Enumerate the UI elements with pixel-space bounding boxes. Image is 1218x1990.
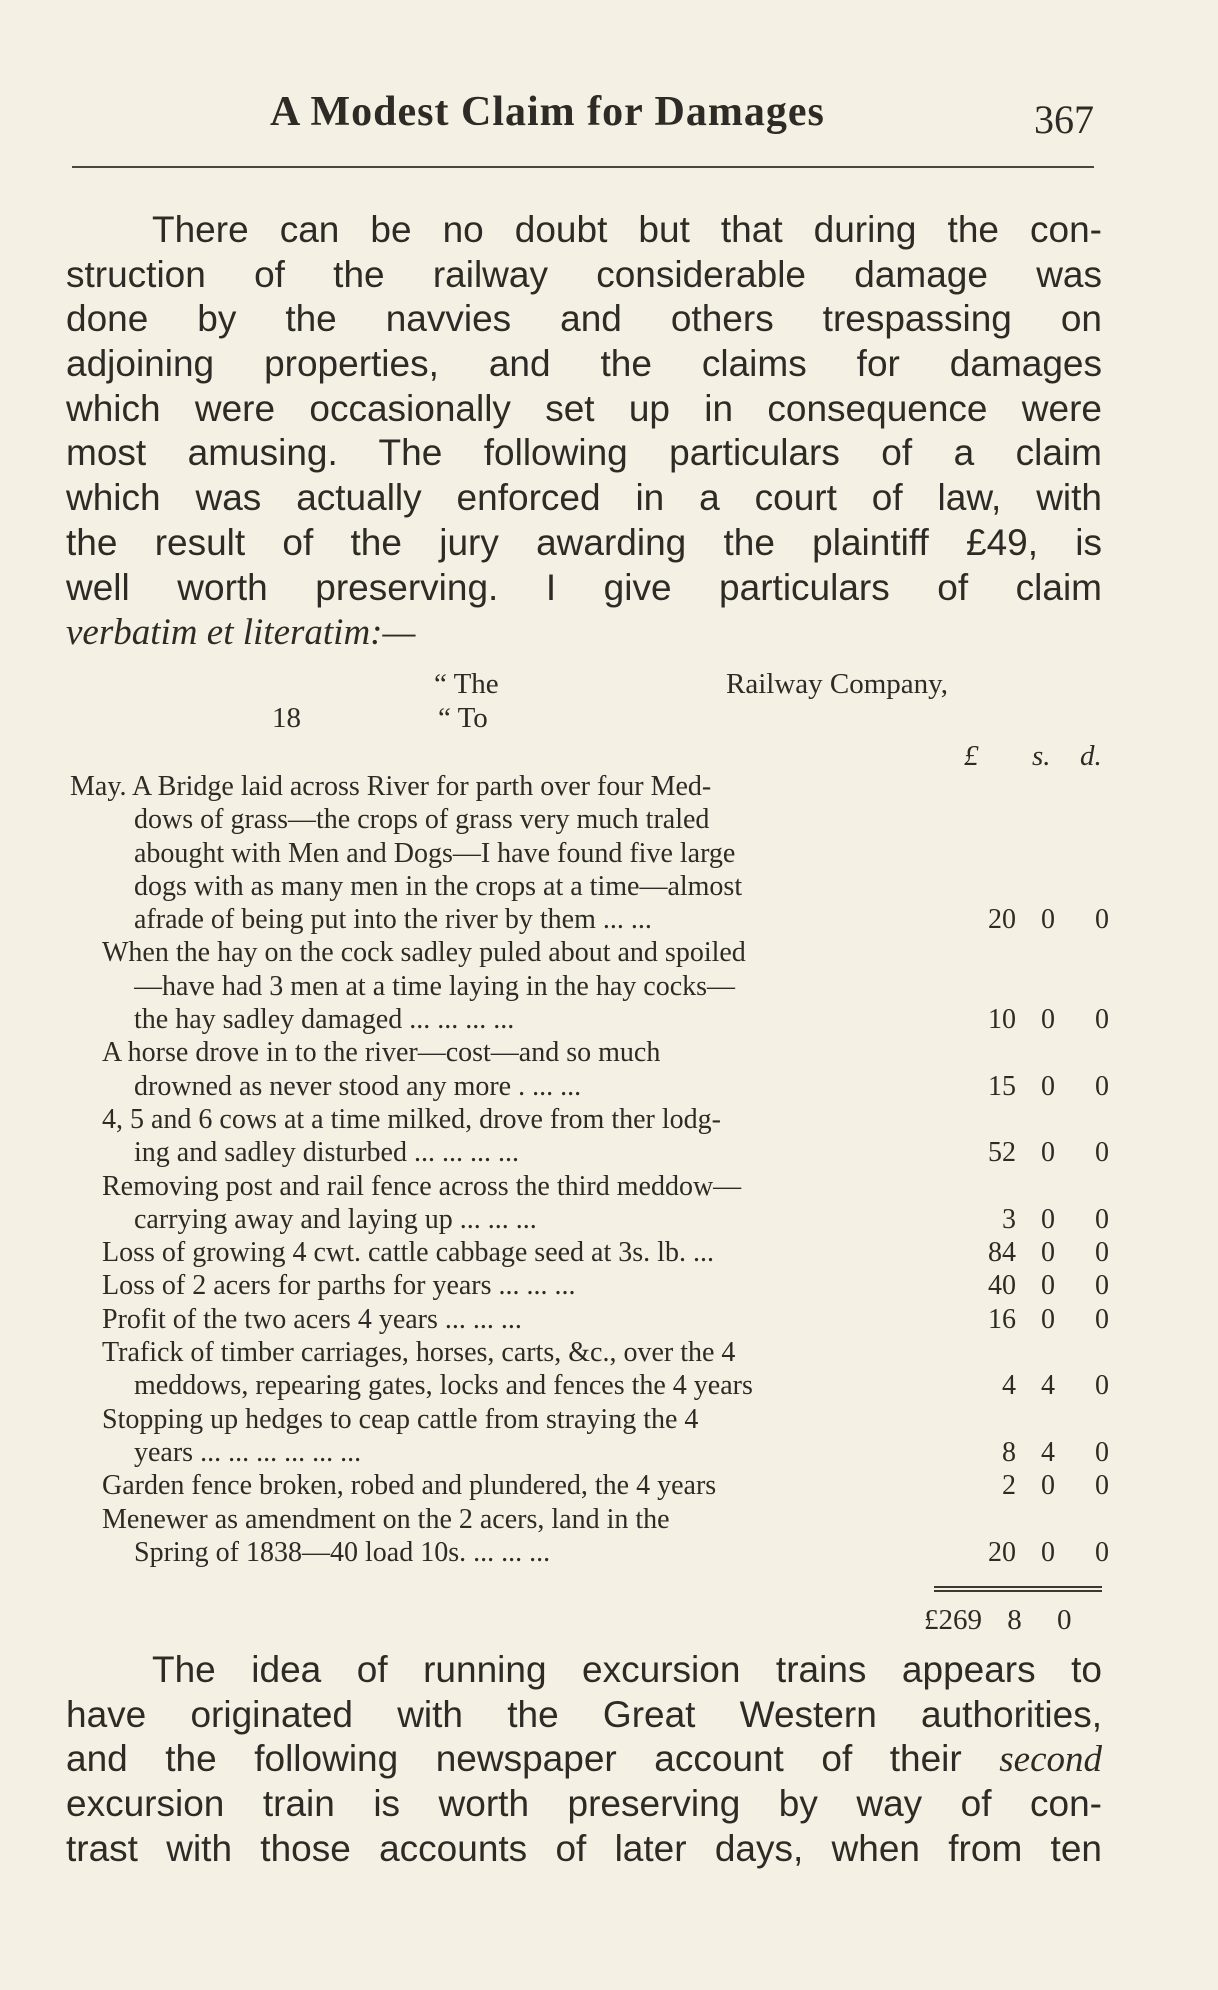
account-row (70, 1103, 1106, 1136)
total-rule-double (934, 1590, 1102, 1592)
amount-pence: 0 (1095, 1137, 1109, 1169)
account-row (70, 870, 1106, 903)
amount-pounds: 8 (1002, 1436, 1016, 1468)
amount-shillings: 4 (1041, 1370, 1055, 1402)
amount-pence: 0 (1095, 1370, 1109, 1402)
intro-line: done by the navvies and others trespassing on (66, 298, 1102, 340)
closing-line: trast with those accounts of later days, when from ten (66, 1827, 1102, 1869)
account-row-text: When the hay on the cock sadley puled about and spoiled (102, 937, 746, 969)
account-to: “ To (438, 702, 488, 734)
total-pounds: £269 (924, 1604, 982, 1636)
intro-line: struction of the railway considerable damage was (66, 253, 1102, 295)
amount-pounds: 84 (988, 1237, 1016, 1269)
account-row-text: 4, 5 and 6 cows at a time milked, drove from ther lodg- (102, 1103, 721, 1135)
amount-shillings: 0 (1041, 1137, 1055, 1169)
total-pence: 0 (1057, 1604, 1072, 1636)
account-row-text: Removing post and rail fence across the third meddow— (102, 1170, 742, 1202)
account-row (70, 1070, 1109, 1103)
amount-pounds: 10 (988, 1004, 1016, 1036)
closing-paragraph (66, 1648, 1102, 1871)
intro-paragraph (66, 208, 1102, 655)
amount-pence: 0 (1095, 1270, 1109, 1302)
amount-pence: 0 (1095, 1470, 1109, 1502)
amount-pence: 0 (1095, 1536, 1109, 1568)
amount-pounds: 16 (988, 1303, 1016, 1335)
account-row-text: May. A Bridge laid across River for parth over four Med- (70, 771, 712, 802)
account-row-text: abought with Men and Dogs—I have found five large (134, 837, 736, 869)
account-row (70, 1170, 1106, 1203)
account-row-text: dogs with as many men in the crops at a time—almost (134, 870, 743, 902)
amount-pence: 0 (1095, 1303, 1109, 1335)
closing-line: excursion train is worth preserving by way of con- (66, 1783, 1102, 1825)
amount-pounds: 2 (1002, 1470, 1016, 1502)
account-row-text: Stopping up hedges to ceap cattle from straying the 4 (102, 1403, 699, 1435)
account-row-text: years ... ... ... ... ... ... (134, 1436, 362, 1468)
account-row (70, 1536, 1109, 1569)
account-row-text: Trafick of timber carriages, horses, carts, &c., over the 4 (102, 1337, 736, 1369)
account-row (70, 837, 1106, 870)
header-rule (72, 166, 1094, 168)
account-row (70, 1503, 1106, 1536)
amount-pounds: 20 (988, 904, 1016, 936)
closing-line-text: and the following newspaper account of their (66, 1738, 962, 1780)
amount-shillings: 0 (1041, 1237, 1055, 1269)
amount-pence: 0 (1095, 1070, 1109, 1102)
amount-shillings: 0 (1041, 1470, 1055, 1502)
account-row-text: Spring of 1838—40 load 10s. ... ... ... (134, 1536, 551, 1568)
running-head-title: A Modest Claim for Damages (270, 89, 825, 135)
account-row-text: carrying away and laying up ... ... ... (134, 1203, 537, 1235)
intro-line: which were occasionally set up in consequence were (66, 387, 1102, 429)
account-row (70, 1236, 1109, 1269)
account-row-text: Garden fence broken, robed and plundered, the 4 years (102, 1470, 717, 1502)
amount-pence: 0 (1095, 1436, 1109, 1468)
claim-account (70, 770, 1109, 1569)
account-row-text: Profit of the two acers 4 years ... ... ... (102, 1303, 522, 1335)
amount-pounds: 40 (988, 1270, 1016, 1302)
account-row (70, 1403, 1106, 1436)
account-row-text: dows of grass—the crops of grass very much traled (134, 804, 710, 836)
account-row (70, 903, 1109, 936)
addressee-company: Railway Company, (726, 668, 949, 700)
total-rule (934, 1586, 1102, 1588)
verbatim-phrase: verbatim et literatim:— (66, 612, 416, 654)
account-row-text: meddows, repearing gates, locks and fences the 4 years (134, 1370, 753, 1402)
account-row (70, 1203, 1109, 1236)
account-row-text: Loss of growing 4 cwt. cattle cabbage seed at 3s. lb. ... (102, 1237, 714, 1269)
account-row (70, 1036, 1106, 1069)
amount-pounds: 4 (1002, 1370, 1016, 1402)
account-row-text: ing and sadley disturbed ... ... ... ... (134, 1137, 519, 1169)
account-row (70, 936, 1106, 969)
amount-pounds: 15 (988, 1070, 1016, 1102)
amount-shillings: 4 (1041, 1436, 1055, 1468)
intro-line-italic (66, 610, 1102, 655)
claim-total (924, 1604, 1072, 1637)
account-row (70, 1303, 1109, 1336)
intro-line: There can be no doubt but that during the con- (152, 209, 1102, 250)
closing-line: The idea of running excursion trains appears to (152, 1649, 1102, 1690)
amount-shillings: 0 (1041, 1203, 1055, 1235)
account-row-text: A horse drove in to the river—cost—and so much (102, 1037, 661, 1069)
amount-pence: 0 (1095, 904, 1109, 936)
total-shillings: 8 (1007, 1604, 1022, 1636)
closing-line: have originated with the Great Western authorities, (66, 1693, 1102, 1735)
page-number: 367 (1034, 97, 1094, 142)
amount-shillings: 0 (1041, 1070, 1055, 1102)
account-row-text: the hay sadley damaged ... ... ... ... (134, 1004, 515, 1036)
account-row (70, 803, 1106, 836)
account-row-text: Loss of 2 acers for parths for years ... ... ... (102, 1270, 576, 1302)
amount-pounds: 52 (988, 1137, 1016, 1169)
second-italic: second (999, 1739, 1103, 1781)
closing-line (66, 1737, 1102, 1782)
intro-line: the result of the jury awarding the plaintiff £49, is (66, 521, 1102, 563)
account-row (70, 1336, 1106, 1369)
account-row-text: Menewer as amendment on the 2 acers, land in the (102, 1503, 670, 1535)
account-row (70, 1136, 1109, 1169)
account-year: 18 (272, 702, 301, 734)
amount-pence: 0 (1095, 1203, 1109, 1235)
amount-pence: 0 (1095, 1237, 1109, 1269)
addressee-the: “ The (434, 668, 499, 700)
account-row (70, 1003, 1109, 1036)
column-head-pounds: £ (964, 740, 979, 772)
amount-shillings: 0 (1041, 1004, 1055, 1036)
column-head-shillings: s. (1032, 740, 1051, 772)
intro-line: well worth preserving. I give particulars of claim (66, 566, 1102, 608)
account-row-text: afrade of being put into the river by them ... ... (134, 904, 652, 936)
amount-shillings: 0 (1041, 1536, 1055, 1568)
amount-shillings: 0 (1041, 904, 1055, 936)
account-row (70, 970, 1106, 1003)
account-row-text: drowned as never stood any more . ... ... (134, 1070, 582, 1102)
amount-pence: 0 (1095, 1004, 1109, 1036)
amount-pounds: 3 (1002, 1203, 1016, 1235)
account-row (70, 1269, 1109, 1302)
intro-line: most amusing. The following particulars of a claim (66, 432, 1102, 474)
account-row-text: —have had 3 men at a time laying in the hay cocks— (134, 970, 736, 1002)
account-row (70, 1369, 1109, 1402)
intro-line: adjoining properties, and the claims for damages (66, 343, 1102, 385)
account-row (70, 1436, 1109, 1469)
amount-shillings: 0 (1041, 1303, 1055, 1335)
intro-line: which was actually enforced in a court of law, with (66, 477, 1102, 519)
account-row (70, 770, 1106, 803)
account-row (70, 1469, 1109, 1502)
column-head-pence: d. (1080, 740, 1102, 772)
amount-pounds: 20 (988, 1536, 1016, 1568)
amount-shillings: 0 (1041, 1270, 1055, 1302)
